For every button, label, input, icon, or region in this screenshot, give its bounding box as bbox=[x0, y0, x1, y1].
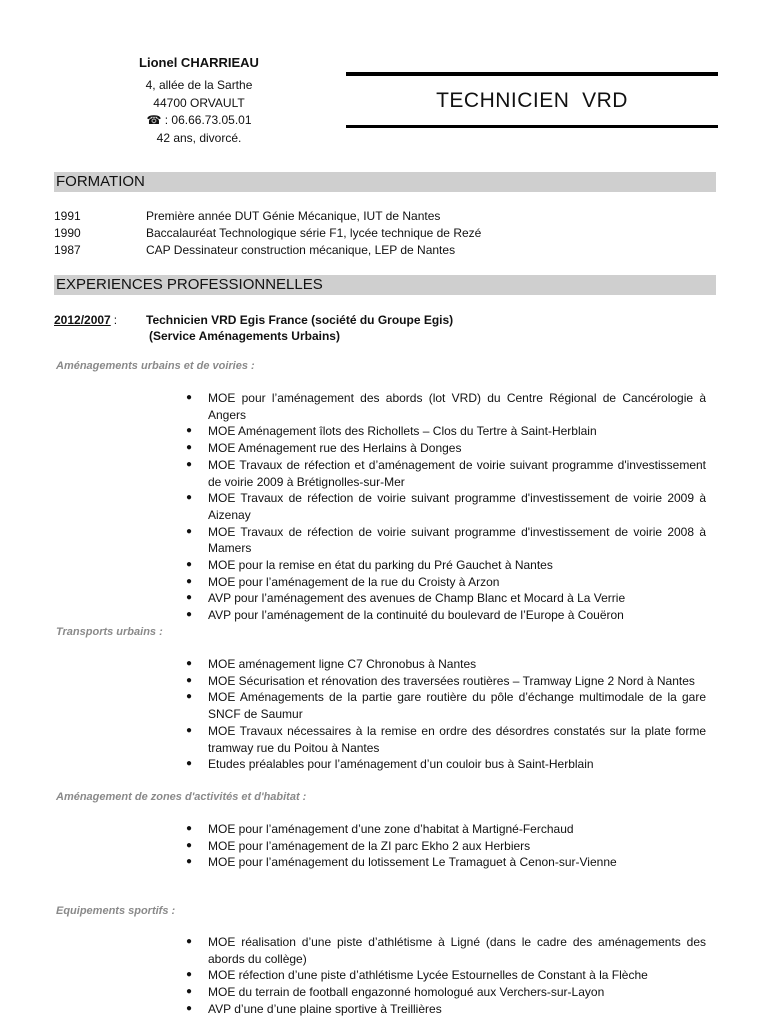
experience-period bbox=[54, 312, 117, 328]
bullet-icon: ● bbox=[186, 658, 193, 669]
list-item: ● MOE Sécurisation et rénovation des traversées routières – Tramway Ligne 2 Nord à Nantes bbox=[186, 673, 695, 688]
formation-year: 1991 bbox=[54, 209, 81, 223]
bullet-icon: ● bbox=[186, 856, 193, 868]
list-item: ● MOE Travaux de réfection et d’aménagement de voirie suivant programme d'investissement de voirie 2009 à Brétignolles-sur-Mer bbox=[186, 457, 706, 489]
list-item: ● MOE Travaux de réfection de voirie suivant programme d'investissement de voirie 2008 à Mamers bbox=[186, 524, 706, 556]
bullet-icon: ● bbox=[186, 525, 193, 537]
phone-number: ☎ : 06.66.73.05.01 bbox=[146, 113, 252, 127]
category-title: Aménagement de zones d'activités et d'habitat : bbox=[56, 791, 307, 803]
address-line-1: 4, allée de la Sarthe bbox=[145, 78, 253, 92]
list-item: ● MOE du terrain de football engazonné homologué aux Verchers-sur-Layon bbox=[186, 985, 605, 1000]
bullet-icon: ● bbox=[186, 839, 193, 851]
list-item: ● MOE pour l’aménagement du lotissement Le Tramaguet à Cenon-sur-Vienne bbox=[186, 855, 617, 870]
bullet-icon: ● bbox=[186, 559, 193, 571]
bullet-icon: ● bbox=[186, 1002, 193, 1014]
list-item: ● MOE Aménagement rue des Herlains à Donges bbox=[186, 441, 462, 456]
bullet-icon: ● bbox=[186, 458, 193, 470]
bullet-icon: ● bbox=[186, 969, 193, 981]
experience-heading: EXPERIENCES PROFESSIONNELLES bbox=[54, 275, 716, 295]
job-service: (Service Aménagements Urbains) bbox=[149, 329, 340, 343]
formation-text: Première année DUT Génie Mécanique, IUT de Nantes bbox=[146, 209, 441, 223]
period-separator: : bbox=[113, 313, 118, 327]
list-item: ● MOE Aménagement îlots des Richollets – Clos du Tertre à Saint-Herblain bbox=[186, 424, 597, 439]
bullet-icon: ● bbox=[186, 492, 193, 504]
list-item: ● MOE pour l’aménagement d’une zone d’habitat à Martigné-Ferchaud bbox=[186, 822, 574, 836]
category-title: Transports urbains : bbox=[56, 626, 163, 638]
formation-year: 1990 bbox=[54, 226, 81, 240]
list-item: ● MOE Travaux de réfection de voirie suivant programme d'investissement de voirie 2009 à Aizenay bbox=[186, 491, 706, 522]
bullet-icon: ● bbox=[186, 936, 193, 947]
project-list bbox=[184, 934, 706, 1018]
bullet-icon: ● bbox=[186, 442, 193, 454]
category-title: Aménagements urbains et de voiries : bbox=[56, 360, 255, 372]
list-item: ● MOE réfection d’une piste d’athlétisme Lycée Estournelles de Constant à la Flèche bbox=[186, 968, 648, 983]
contact-block bbox=[120, 77, 278, 147]
list-item: ● AVP d’une d’une plaine sportive à Treillières bbox=[186, 1001, 442, 1016]
candidate-name: Lionel CHARRIEAU bbox=[139, 55, 259, 70]
bullet-icon: ● bbox=[186, 724, 193, 736]
formation-heading: FORMATION bbox=[54, 172, 716, 192]
bullet-icon: ● bbox=[186, 758, 193, 770]
formation-year: 1987 bbox=[54, 243, 81, 257]
formation-text: CAP Dessinateur construction mécanique, LEP de Nantes bbox=[146, 243, 456, 257]
title-rule-top bbox=[346, 72, 718, 76]
bullet-icon: ● bbox=[186, 674, 193, 686]
title-rule-bottom bbox=[346, 125, 718, 128]
list-item: ● MOE aménagement ligne C7 Chronobus à Nantes bbox=[186, 657, 477, 671]
list-item: ● MOE pour la remise en état du parking du Pré Gauchet à Nantes bbox=[186, 558, 553, 573]
bullet-icon: ● bbox=[186, 592, 193, 604]
project-list bbox=[184, 390, 706, 624]
bullet-icon: ● bbox=[186, 986, 193, 998]
bullet-icon: ● bbox=[186, 823, 193, 834]
list-item: ● AVP pour l’aménagement des avenues de Champ Blanc et Mocard à La Verrie bbox=[186, 591, 626, 606]
job-description bbox=[146, 312, 453, 344]
address-line-2: 44700 ORVAULT bbox=[153, 95, 245, 110]
bullet-icon: ● bbox=[186, 691, 193, 703]
list-item: ● Etudes préalables pour l’aménagement d’un couloir bus à Saint-Herblain bbox=[186, 757, 594, 772]
bullet-icon: ● bbox=[186, 425, 193, 437]
list-item: ● MOE Travaux nécessaires à la remise en ordre des désordres constatés sur la plate forme tramway rue du Poitou à Nantes bbox=[186, 723, 706, 755]
formation-text: Baccalauréat Technologique série F1, lycée technique de Rezé bbox=[146, 226, 482, 240]
project-list bbox=[184, 821, 706, 871]
list-item: ● MOE pour l’aménagement de la rue du Croisty à Arzon bbox=[186, 574, 500, 589]
list-item: ● MOE Aménagements de la partie gare routière du pôle d’échange multimodale de la gare SNCF de Saumur bbox=[186, 690, 706, 722]
project-list bbox=[184, 656, 706, 773]
bullet-icon: ● bbox=[186, 575, 193, 587]
period-dates: 2012/2007 bbox=[54, 313, 111, 327]
personal-info: 42 ans, divorcé. bbox=[156, 130, 242, 145]
job-title: TECHNICIEN VRD bbox=[436, 89, 628, 112]
job-employer: Technicien VRD Egis France (société du Groupe Egis) bbox=[146, 313, 454, 327]
list-item: ● MOE pour l’aménagement des abords (lot VRD) du Centre Régional de Cancérologie à Angers bbox=[186, 391, 706, 422]
bullet-icon: ● bbox=[186, 609, 193, 621]
list-item: ● AVP pour l’aménagement de la continuité du boulevard de l’Europe à Couëron bbox=[186, 608, 624, 623]
list-item: ● MOE réalisation d’une piste d’athlétisme à Ligné (dans le cadre des aménagements des abords du collège) bbox=[186, 935, 706, 966]
list-item: ● MOE pour l’aménagement de la ZI parc Ekho 2 aux Herbiers bbox=[186, 838, 531, 853]
category-title: Equipements sportifs : bbox=[56, 905, 176, 917]
bullet-icon: ● bbox=[186, 392, 193, 403]
